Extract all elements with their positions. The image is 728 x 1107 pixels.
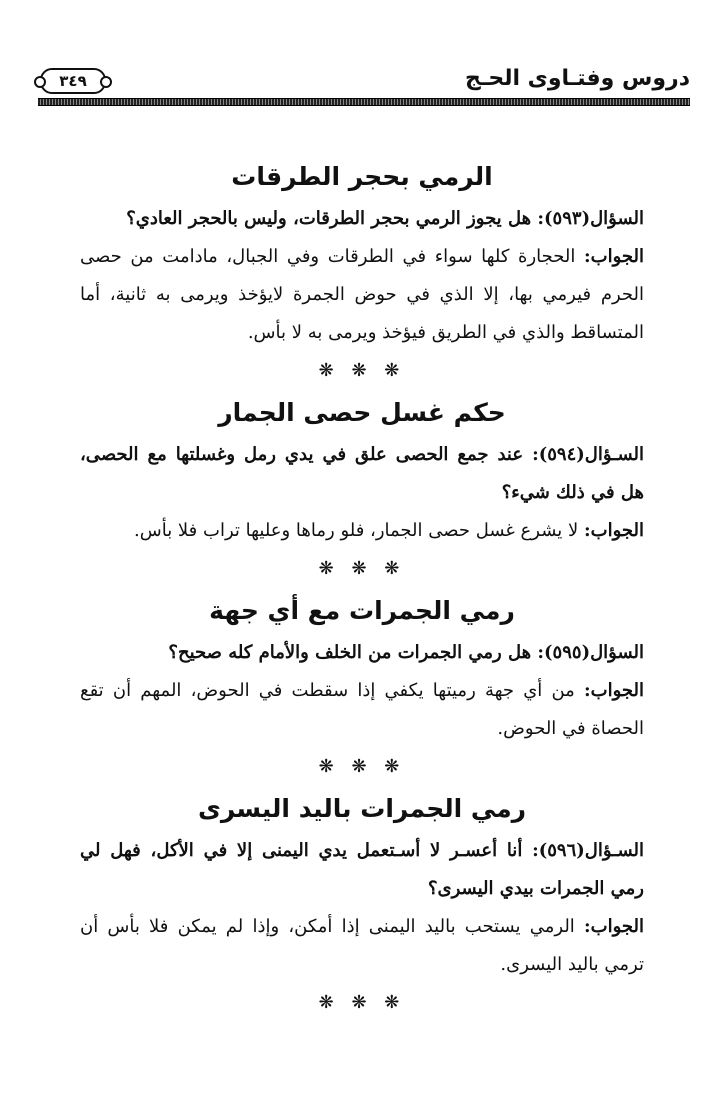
question-paragraph xyxy=(80,832,644,908)
question-lead: السؤال(٥٩٣): xyxy=(537,208,644,229)
question-text: هل رمي الجمرات من الخلف والأمام كله صحيح؟ xyxy=(168,642,532,663)
question-paragraph xyxy=(80,436,644,512)
section-3 xyxy=(80,594,644,782)
question-lead: السـؤال(٥٩٤): xyxy=(532,444,644,465)
answer-paragraph xyxy=(80,672,644,748)
answer-text: الرمي يستحب باليد اليمنى إذا أمكن، وإذا لم يمكن فلا بأس أن ترمي باليد اليسرى. xyxy=(80,916,644,975)
section-separator: ❋ ❋ ❋ xyxy=(318,558,406,579)
section-separator: ❋ ❋ ❋ xyxy=(318,360,406,381)
section-title: الرمي بحجر الطرقات xyxy=(231,162,493,191)
question-text: هل يجوز الرمي بحجر الطرقات، وليس بالحجر العادي؟ xyxy=(126,208,532,229)
section-title: حكم غسل حصى الجمار xyxy=(218,398,506,427)
question-text: أنا أعسـر لا أسـتعمل يدي اليمنى إلا في الأكل، فهل لي رمي الجمرات بيدي اليسرى؟ xyxy=(80,840,644,899)
question-lead: السـؤال(٥٩٦): xyxy=(532,840,644,861)
section-separator: ❋ ❋ ❋ xyxy=(318,756,406,777)
page-header xyxy=(38,58,690,108)
page-content xyxy=(80,160,644,1028)
section-2 xyxy=(80,396,644,584)
answer-paragraph xyxy=(80,908,644,984)
section-1 xyxy=(80,160,644,386)
answer-lead: الجواب: xyxy=(584,520,644,541)
answer-text: الحجارة كلها سواء في الطرقات وفي الجبال، مادامت من حصى الحرم فيرمي بها، إلا الذي في حوض الجمرة لايؤخذ ويرمى به ثانية، أما المتساقط والذي في الطريق فيؤخذ ويرمى به لا بأس. xyxy=(80,246,644,343)
answer-paragraph xyxy=(80,238,644,352)
question-paragraph xyxy=(80,200,644,238)
section-title: رمي الجمرات باليد اليسرى xyxy=(197,794,527,823)
question-text: عند جمع الحصى علق في يدي رمل وغسلتها مع الحصى، هل في ذلك شيء؟ xyxy=(80,444,644,503)
running-title: دروس وفتـاوى الحـج xyxy=(464,66,690,91)
header-rule xyxy=(38,98,690,106)
section-title: رمي الجمرات مع أي جهة xyxy=(209,596,515,625)
answer-paragraph xyxy=(80,512,644,550)
section-4 xyxy=(80,792,644,1018)
answer-text: من أي جهة رميتها يكفي إذا سقطت في الحوض، المهم أن تقع الحصاة في الحوض. xyxy=(80,680,644,739)
question-paragraph xyxy=(80,634,644,672)
question-lead: السؤال(٥٩٥): xyxy=(537,642,644,663)
answer-lead: الجواب: xyxy=(584,680,644,701)
answer-lead: الجواب: xyxy=(584,916,644,937)
answer-text: لا يشرع غسل حصى الجمار، فلو رماها وعليها تراب فلا بأس. xyxy=(134,520,579,541)
section-separator: ❋ ❋ ❋ xyxy=(318,992,406,1013)
answer-lead: الجواب: xyxy=(583,246,644,267)
page-number-badge: ٣٤٩ xyxy=(40,68,106,94)
